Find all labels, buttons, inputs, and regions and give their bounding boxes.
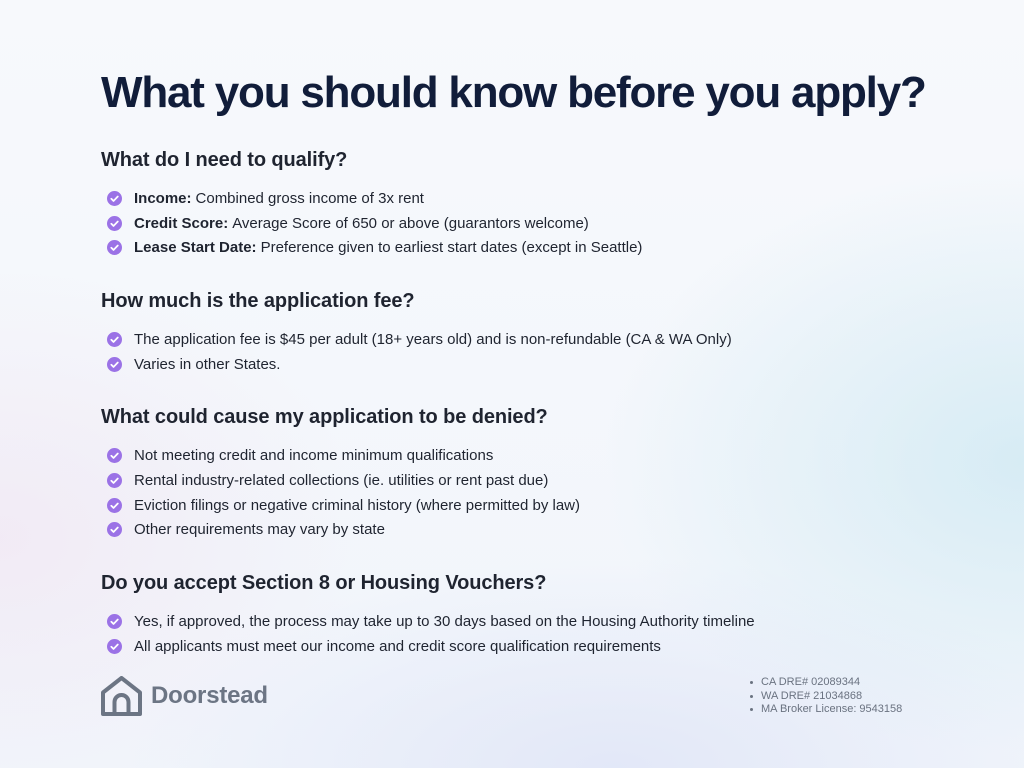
item-text: Varies in other States.	[134, 355, 281, 373]
faq-section	[101, 570, 931, 658]
license-text: CA DRE# 02089344	[761, 676, 861, 688]
item-text: Not meeting credit and income minimum qualifications	[134, 447, 494, 465]
item-text: All applicants must meet our income and credit score qualification requirements	[134, 637, 661, 655]
brand-name: Doorstead	[151, 682, 268, 709]
check-circle-icon	[107, 522, 122, 537]
license-text: WA DRE# 21034868	[761, 689, 863, 702]
license-item	[750, 676, 902, 690]
item-label: Income:	[134, 189, 192, 207]
bullet-icon	[750, 708, 753, 711]
item-text: Other requirements may vary by state	[134, 521, 385, 539]
item-text: Average Score of 650 or above (guarantors welcome)	[232, 214, 589, 232]
faq-section	[101, 147, 931, 260]
faq-section	[101, 404, 931, 542]
check-circle-icon	[107, 473, 122, 488]
check-circle-icon	[107, 191, 122, 206]
section-heading: What could cause my application to be denied?	[101, 406, 548, 429]
bullet-icon	[750, 681, 753, 684]
list-item	[101, 468, 931, 493]
bullet-icon	[750, 695, 753, 698]
check-circle-icon	[107, 216, 122, 231]
list-item	[101, 518, 931, 543]
item-text: Rental industry-related collections (ie. utilities or rent past due)	[134, 471, 549, 489]
list-item	[101, 493, 931, 518]
item-list	[101, 609, 931, 658]
license-list	[750, 676, 902, 717]
list-item	[101, 352, 931, 377]
house-icon	[101, 676, 142, 716]
list-item	[101, 211, 931, 236]
list-item	[101, 443, 931, 468]
list-item	[101, 327, 931, 352]
check-circle-icon	[107, 240, 122, 255]
item-text: The application fee is $45 per adult (18+ years old) and is non-refundable (CA & WA Only)	[134, 330, 732, 348]
item-text: Preference given to earliest start dates (except in Seattle)	[260, 239, 643, 257]
brand-logo	[101, 676, 268, 716]
item-text: Yes, if approved, the process may take up to 30 days based on the Housing Authority timeline	[134, 613, 755, 631]
license-item	[750, 690, 902, 704]
check-circle-icon	[107, 614, 122, 629]
item-list	[101, 443, 931, 542]
page-title: What you should know before you apply?	[101, 68, 926, 117]
item-text: Combined gross income of 3x rent	[195, 189, 424, 207]
section-heading: How much is the application fee?	[101, 290, 415, 313]
item-list	[101, 327, 931, 376]
faq-section	[101, 288, 931, 376]
list-item	[101, 609, 931, 634]
item-label: Lease Start Date:	[134, 239, 257, 257]
license-item	[750, 703, 902, 717]
item-list	[101, 186, 931, 260]
item-label: Credit Score:	[134, 214, 229, 232]
content	[101, 66, 931, 659]
section-heading: What do I need to qualify?	[101, 149, 348, 171]
list-item	[101, 634, 931, 659]
list-item	[101, 186, 931, 211]
section-heading: Do you accept Section 8 or Housing Vouchers?	[101, 572, 547, 595]
check-circle-icon	[107, 448, 122, 463]
item-text: Eviction filings or negative criminal history (where permitted by law)	[134, 496, 581, 514]
sections-container	[101, 147, 931, 659]
check-circle-icon	[107, 639, 122, 654]
list-item	[101, 235, 931, 260]
check-circle-icon	[107, 498, 122, 513]
license-text: MA Broker License: 9543158	[761, 703, 903, 715]
check-circle-icon	[107, 357, 122, 372]
check-circle-icon	[107, 332, 122, 347]
